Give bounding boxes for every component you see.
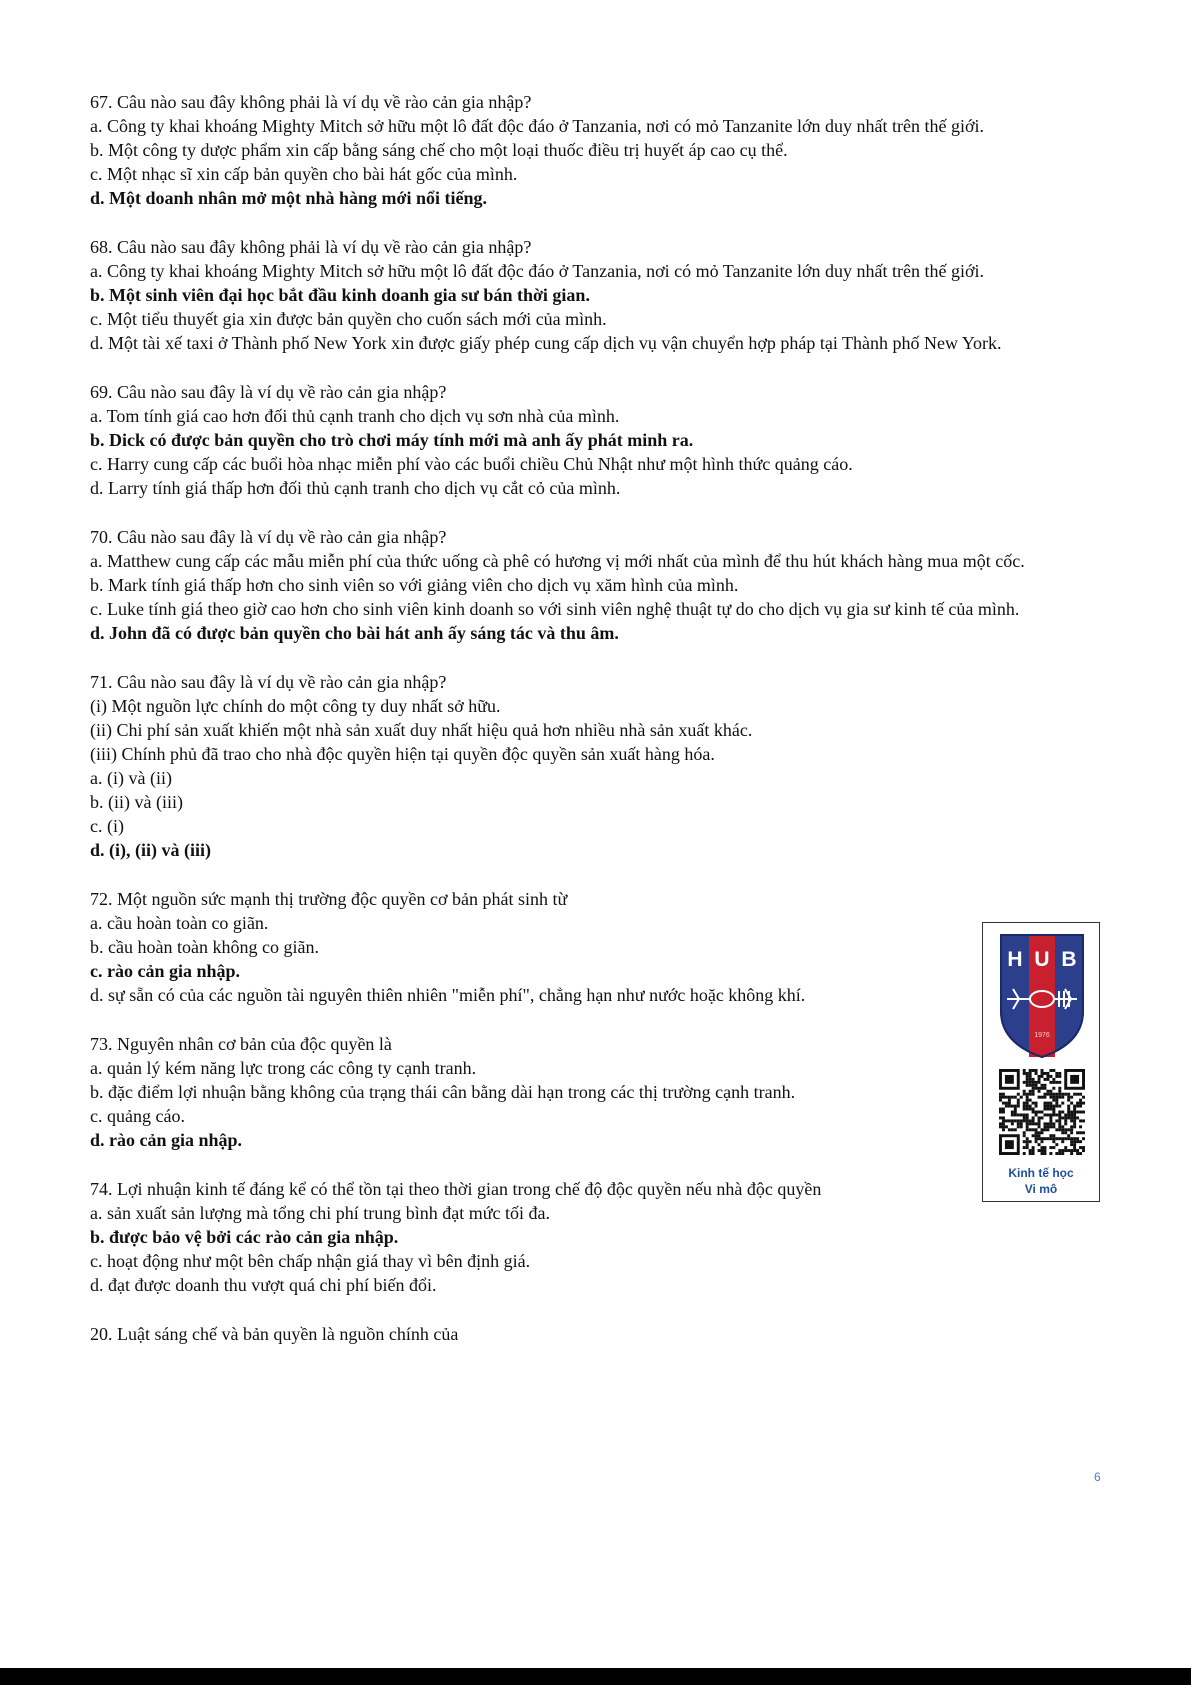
answer-option: (ii) Chi phí sản xuất khiến một nhà sản xuất duy nhất hiệu quả hơn nhiều nhà sản xuất khác. — [90, 720, 753, 740]
question-block — [90, 1177, 1100, 1297]
correct-answer-option: d. rào cản gia nhập. — [90, 1130, 243, 1150]
question-text: 20. Luật sáng chế và bản quyền là nguồn chính của — [90, 1324, 459, 1344]
document-body — [90, 90, 1100, 1371]
answer-option: a. (i) và (ii) — [90, 768, 172, 788]
answer-option: b. Mark tính giá thấp hơn cho sinh viên so với giảng viên cho dịch vụ xăm hình của mình. — [90, 575, 739, 595]
question-block — [90, 235, 1100, 355]
logo-caption — [983, 1165, 1099, 1197]
answer-option: a. quản lý kém năng lực trong các công ty cạnh tranh. — [90, 1058, 477, 1078]
answer-option: a. sản xuất sản lượng mà tổng chi phí trung bình đạt mức tối đa. — [90, 1203, 550, 1223]
question-block — [90, 380, 1100, 500]
bottom-border-bar — [0, 1668, 1191, 1685]
answer-option: (iii) Chính phủ đã trao cho nhà độc quyền hiện tại quyền độc quyền sản xuất hàng hóa. — [90, 744, 715, 764]
answer-option: a. Tom tính giá cao hơn đối thủ cạnh tranh cho dịch vụ sơn nhà của mình. — [90, 406, 620, 426]
question-text: 67. Câu nào sau đây không phải là ví dụ về rào cản gia nhập? — [90, 92, 532, 112]
question-block — [90, 525, 1100, 645]
answer-option: a. Công ty khai khoáng Mighty Mitch sở hữu một lô đất độc đáo ở Tanzania, nơi có mỏ Tanzanite lớn duy nhất trên thế giới. — [90, 116, 985, 136]
question-block — [90, 1032, 1100, 1152]
correct-answer-option: c. rào cản gia nhập. — [90, 961, 241, 981]
answer-option: c. Một tiểu thuyết gia xin được bản quyền cho cuốn sách mới của mình. — [90, 309, 607, 329]
question-block — [90, 1322, 1100, 1346]
question-text: 70. Câu nào sau đây là ví dụ về rào cản gia nhập? — [90, 527, 447, 547]
correct-answer-option: d. (i), (ii) và (iii) — [90, 840, 211, 860]
correct-answer-option: d. Một doanh nhân mở một nhà hàng mới nổi tiếng. — [90, 188, 488, 208]
page-number: 6 — [1094, 1470, 1101, 1484]
correct-answer-option: b. được bảo vệ bởi các rào cản gia nhập. — [90, 1227, 399, 1247]
answer-option: c. Một nhạc sĩ xin cấp bản quyền cho bài hát gốc của mình. — [90, 164, 518, 184]
question-block — [90, 887, 1100, 1007]
question-text: 71. Câu nào sau đây là ví dụ về rào cản gia nhập? — [90, 672, 447, 692]
logo-caption-line1: Kinh tế học — [1008, 1166, 1074, 1180]
logo-letter-u: U — [1034, 948, 1050, 971]
question-text: 69. Câu nào sau đây là ví dụ về rào cản gia nhập? — [90, 382, 447, 402]
answer-option: d. Một tài xế taxi ở Thành phố New York xin được giấy phép cung cấp dịch vụ vận chuyển hợp pháp tại Thành phố New York. — [90, 333, 1002, 353]
answer-option: c. quảng cáo. — [90, 1106, 185, 1126]
question-block — [90, 670, 1100, 862]
logo-letter-h: H — [1007, 948, 1023, 971]
logo-year: 1976 — [1034, 1032, 1050, 1039]
qr-code-icon — [999, 1069, 1085, 1155]
question-text: 74. Lợi nhuận kinh tế đáng kể có thể tồn tại theo thời gian trong chế độ độc quyền nếu nhà độc quyền — [90, 1179, 822, 1199]
correct-answer-option: b. Một sinh viên đại học bắt đầu kinh doanh gia sư bán thời gian. — [90, 285, 590, 305]
answer-option: b. đặc điểm lợi nhuận bằng không của trạng thái cân bằng dài hạn trong các thị trường cạnh tranh. — [90, 1082, 796, 1102]
answer-option: b. Một công ty dược phẩm xin cấp bằng sáng chế cho một loại thuốc điều trị huyết áp cao cụ thể. — [90, 140, 788, 160]
answer-option: d. sự sẵn có của các nguồn tài nguyên thiên nhiên "miễn phí", chẳng hạn như nước hoặc không khí. — [90, 985, 806, 1005]
question-text: 73. Nguyên nhân cơ bản của độc quyền là — [90, 1034, 392, 1054]
correct-answer-option: b. Dick có được bản quyền cho trò chơi máy tính mới mà anh ấy phát minh ra. — [90, 430, 694, 450]
answer-option: a. Matthew cung cấp các mẫu miễn phí của thức uống cà phê có hương vị mới nhất của mình để thu hút khách hàng mua một cốc. — [90, 551, 1025, 571]
answer-option: b. cầu hoàn toàn không co giãn. — [90, 937, 319, 957]
answer-option: c. Luke tính giá theo giờ cao hơn cho sinh viên kinh doanh so với sinh viên nghệ thuật tự do cho dịch vụ gia sư kinh tế của mình. — [90, 599, 1020, 619]
answer-option: b. (ii) và (iii) — [90, 792, 183, 812]
logo-letter-b: B — [1061, 948, 1077, 971]
question-text: 72. Một nguồn sức mạnh thị trường độc quyền cơ bản phát sinh từ — [90, 889, 568, 909]
answer-option: c. (i) — [90, 816, 124, 836]
logo-panel — [982, 922, 1100, 1202]
logo-caption-line2: Vi mô — [1024, 1182, 1058, 1196]
answer-option: d. đạt được doanh thu vượt quá chi phí biến đổi. — [90, 1275, 437, 1295]
question-block — [90, 90, 1100, 210]
answer-option: (i) Một nguồn lực chính do một công ty duy nhất sở hữu. — [90, 696, 501, 716]
answer-option: c. Harry cung cấp các buổi hòa nhạc miễn phí vào các buổi chiều Chủ Nhật như một hình thức quảng cáo. — [90, 454, 853, 474]
question-text: 68. Câu nào sau đây không phải là ví dụ về rào cản gia nhập? — [90, 237, 532, 257]
answer-option: a. Công ty khai khoáng Mighty Mitch sở hữu một lô đất độc đáo ở Tanzania, nơi có mỏ Tanzanite lớn duy nhất trên thế giới. — [90, 261, 985, 281]
correct-answer-option: d. John đã có được bản quyền cho bài hát anh ấy sáng tác và thu âm. — [90, 623, 619, 643]
answer-option: d. Larry tính giá thấp hơn đối thủ cạnh tranh cho dịch vụ cắt cỏ của mình. — [90, 478, 621, 498]
answer-option: a. cầu hoàn toàn co giãn. — [90, 913, 269, 933]
university-shield-logo — [999, 933, 1085, 1059]
answer-option: c. hoạt động như một bên chấp nhận giá thay vì bên định giá. — [90, 1251, 531, 1271]
